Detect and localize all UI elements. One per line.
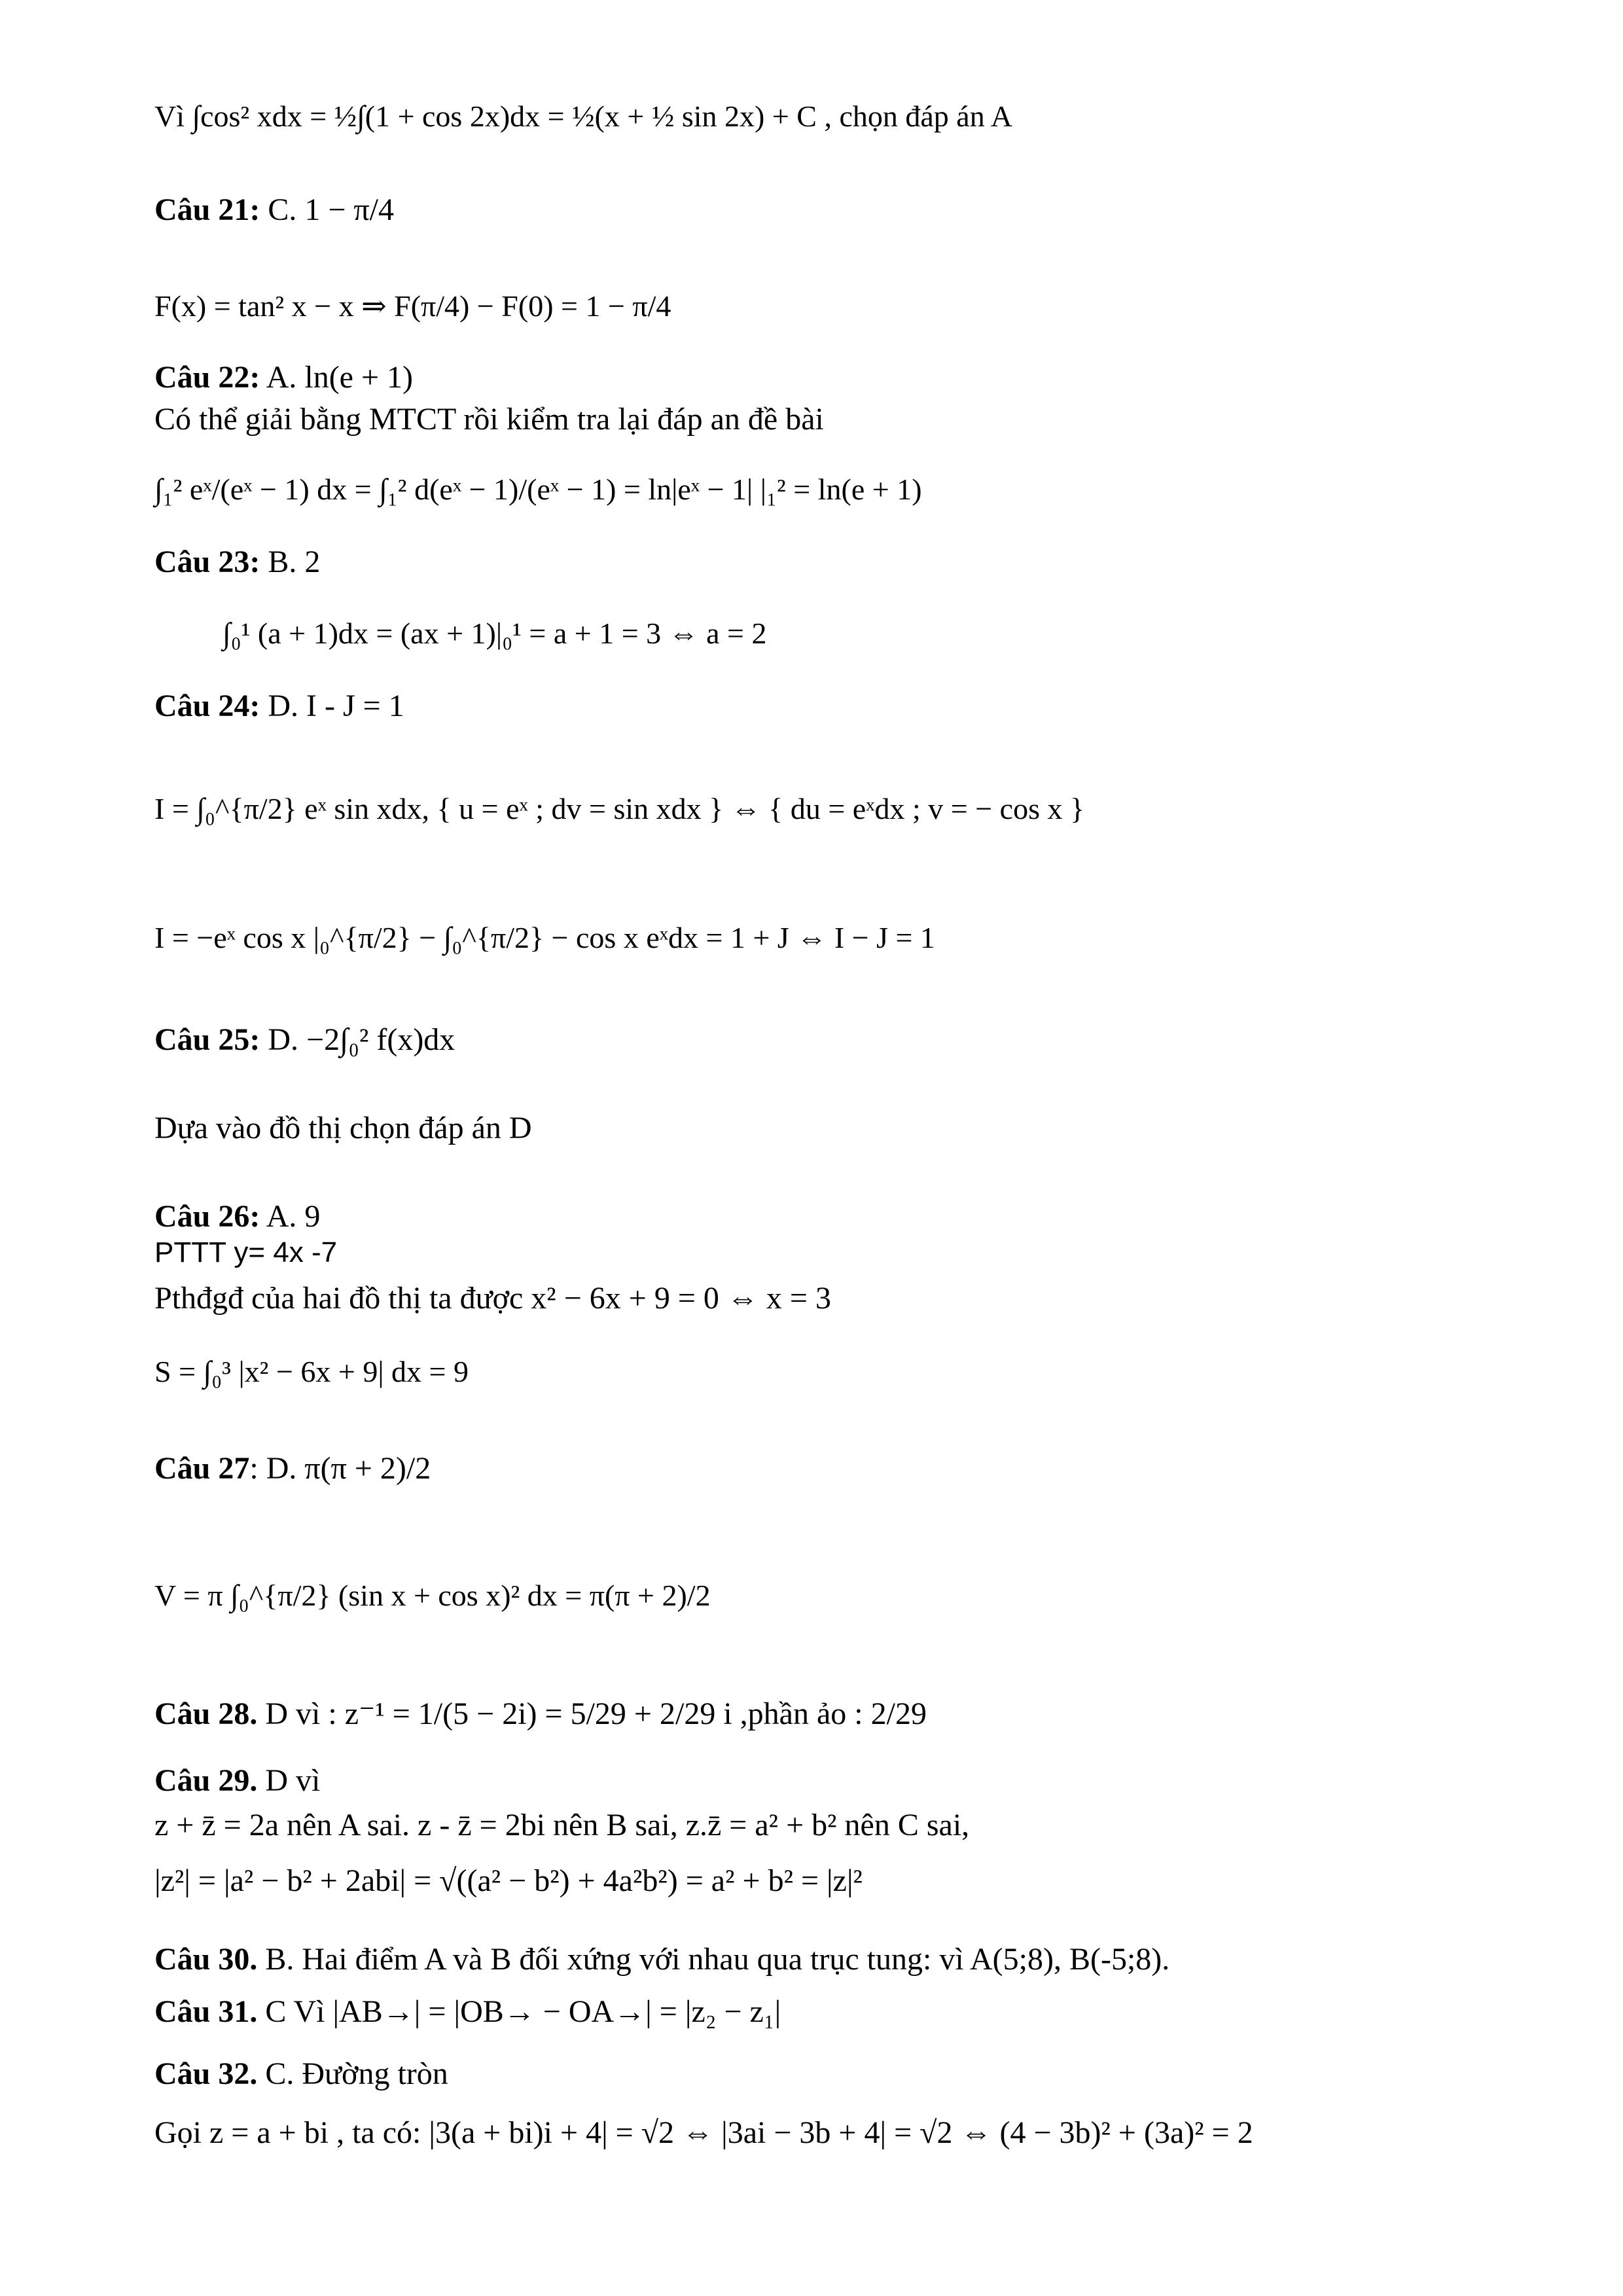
question-label: Câu 26: — [154, 1199, 260, 1234]
solution-line-29a: z + z̄ = 2a nên A sai. z - z̄ = 2bi nên B sai, z.z̄ = a² + b² nên C sai, — [154, 1808, 970, 1842]
note-line-25: Dựa vào đồ thị chọn đáp án D — [154, 1111, 532, 1145]
question-label: Câu 32. — [154, 2056, 258, 2091]
answer-choice: : D. π(π + 2)/2 — [249, 1451, 431, 1486]
answer-heading-30 — [154, 1941, 1169, 1979]
solution-line-27: V = π ∫₀^{π/2} (sin x + cos x)² dx = π(π + 2)/2 — [154, 1579, 711, 1612]
solution-line-24a: I = ∫₀^{π/2} eˣ sin xdx, { u = eˣ ; dv = sin xdx } ⇔ { du = eˣdx ; v = − cos x } — [154, 792, 1085, 825]
answer-heading-28 — [154, 1695, 927, 1733]
question-label: Câu 28. — [154, 1696, 258, 1731]
solution-line-32: Gọi z = a + bi , ta có: |3(a + bi)i + 4| = √2 ⇔ |3ai − 3b + 4| = √2 ⇔ (4 − 3b)² + (3a)² = 2 — [154, 2115, 1253, 2150]
answer-heading-22 — [154, 359, 413, 397]
answer-choice: D. I - J = 1 — [260, 689, 404, 723]
question-label: Câu 22: — [154, 360, 260, 395]
answer-choice: C Vì |AB→| = |OB→ − OA→| = |z₂ − z₁| — [257, 1994, 781, 2029]
answer-choice: D. −2∫₀² f(x)dx — [260, 1022, 455, 1057]
answer-choice: C. Đường tròn — [257, 2056, 448, 2091]
question-label: Câu 29. — [154, 1763, 258, 1798]
question-label: Câu 21: — [154, 192, 260, 227]
answer-heading-32 — [154, 2055, 448, 2093]
answer-line-20: Vì ∫cos² xdx = ½∫(1 + cos 2x)dx = ½(x + ½ sin 2x) + C , chọn đáp án A — [154, 99, 1012, 133]
note-line-22: Có thể giải bằng MTCT rồi kiểm tra lại đáp an đề bài — [154, 402, 824, 437]
answer-heading-21 — [154, 191, 394, 229]
solution-line-21: F(x) = tan² x − x ⇒ F(π/4) − F(0) = 1 − π/4 — [154, 289, 671, 323]
question-label: Câu 24: — [154, 689, 260, 723]
question-label: Câu 27 — [154, 1451, 250, 1486]
answer-choice: D vì : z⁻¹ = 1/(5 − 2i) = 5/29 + 2/29 i ,phần ảo : 2/29 — [257, 1696, 927, 1731]
question-label: Câu 23: — [154, 545, 260, 579]
answer-heading-24 — [154, 687, 404, 725]
answer-heading-27 — [154, 1450, 431, 1488]
answer-choice: B. Hai điểm A và B đối xứng với nhau qua trục tung: vì A(5;8), B(-5;8). — [257, 1942, 1170, 1977]
solution-line-29b: |z²| = |a² − b² + 2abi| = √((a² − b²) + 4a²b²) = a² + b² = |z|² — [154, 1863, 863, 1898]
note-line-26a: PTTT y= 4x -7 — [154, 1236, 338, 1268]
answer-heading-31 — [154, 1993, 781, 2031]
question-label: Câu 30. — [154, 1942, 258, 1977]
answer-choice: A. 9 — [260, 1199, 321, 1234]
question-label: Câu 31. — [154, 1994, 258, 2029]
answer-choice: C. 1 − π/4 — [260, 192, 394, 227]
solution-line-22: ∫₁² eˣ/(eˣ − 1) dx = ∫₁² d(eˣ − 1)/(eˣ − 1) = ln|eˣ − 1| |₁² = ln(e + 1) — [154, 473, 922, 506]
note-line-26b: Pthđgđ của hai đồ thị ta được x² − 6x + 9 = 0 ⇔ x = 3 — [154, 1281, 831, 1316]
answer-heading-23 — [154, 543, 320, 581]
solution-line-26: S = ∫₀³ |x² − 6x + 9| dx = 9 — [154, 1355, 469, 1388]
answer-heading-26 — [154, 1198, 320, 1236]
answer-choice: D vì — [257, 1763, 321, 1798]
solution-line-24b: I = −eˣ cos x |₀^{π/2} − ∫₀^{π/2} − cos x eˣdx = 1 + J ⇔ I − J = 1 — [154, 921, 935, 954]
answer-choice: B. 2 — [260, 545, 321, 579]
answer-heading-29 — [154, 1762, 320, 1800]
answer-heading-25 — [154, 1021, 455, 1059]
question-label: Câu 25: — [154, 1022, 260, 1057]
answer-choice: A. ln(e + 1) — [260, 360, 414, 395]
solution-line-23: ∫₀¹ (a + 1)dx = (ax + 1)|₀¹ = a + 1 = 3 ⇔ a = 2 — [223, 617, 767, 650]
